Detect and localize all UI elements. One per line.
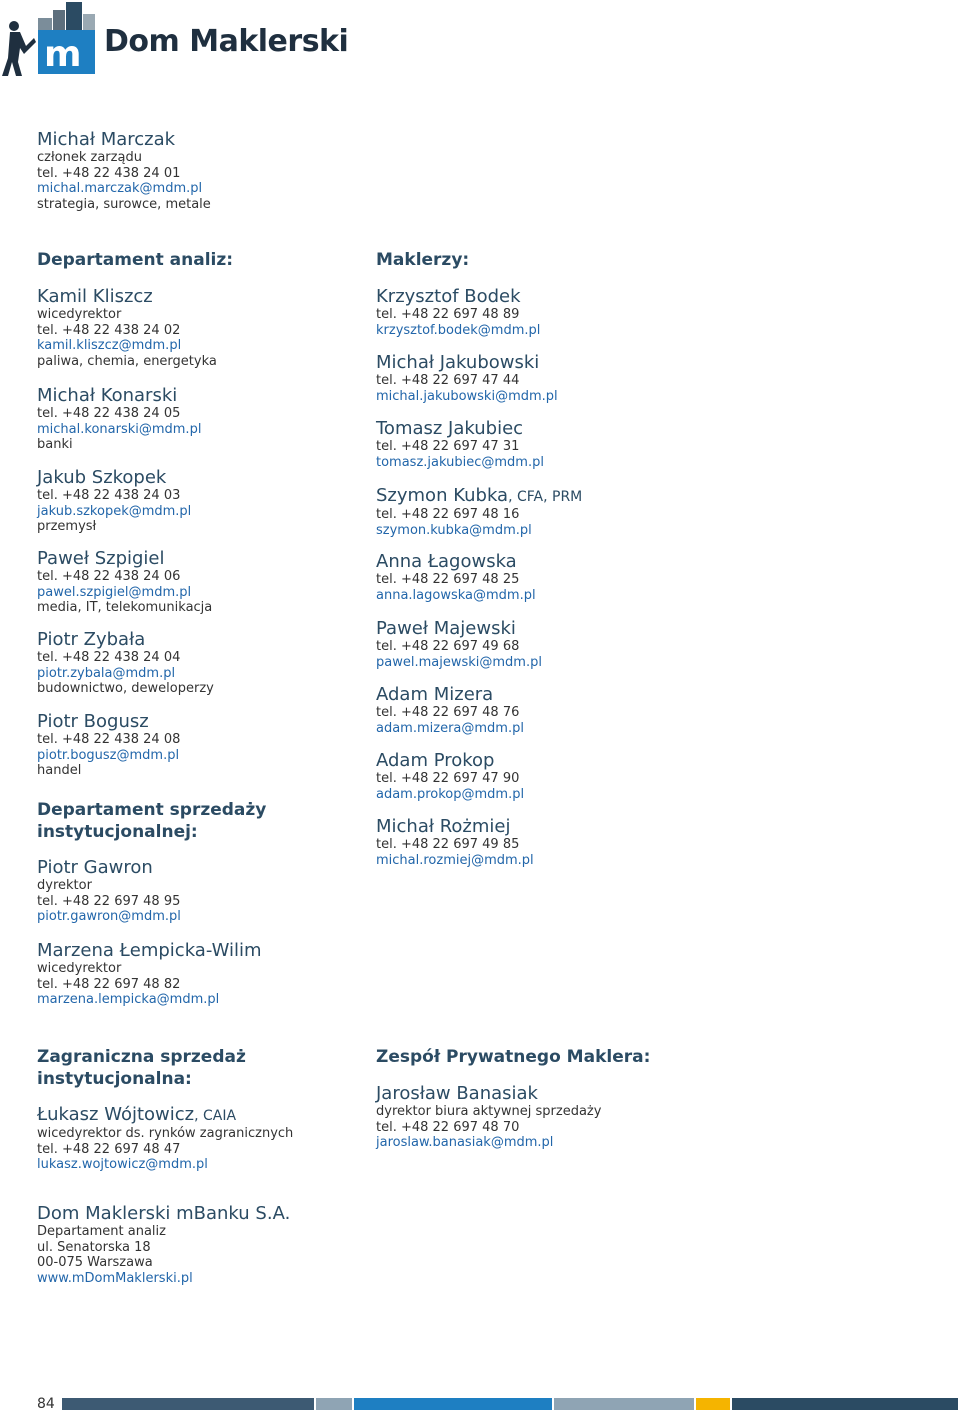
contact-name: Marzena Łempicka-Wilim <box>37 940 262 961</box>
foreign-heading-line: Zagraniczna sprzedaż <box>37 1047 246 1067</box>
contact-phone: tel. +48 22 697 48 89 <box>376 307 520 322</box>
contact-phone: tel. +48 22 438 24 03 <box>37 488 181 503</box>
contact-role: dyrektor <box>37 878 92 893</box>
private-heading: Zespół Prywatnego Maklera: <box>376 1047 651 1067</box>
contact-name: Tomasz Jakubiec <box>376 418 524 439</box>
contact-email[interactable]: tomasz.jakubiec@mdm.pl <box>376 454 544 470</box>
sales-heading <box>37 799 266 843</box>
foreign-heading <box>37 1046 246 1090</box>
contact-email[interactable]: michal.rozmiej@mdm.pl <box>376 852 534 868</box>
contact-phone: tel. +48 22 697 47 44 <box>376 373 520 388</box>
contact-card <box>376 619 542 670</box>
foreign-heading-line: instytucjonalna: <box>37 1069 192 1089</box>
contact-email[interactable]: lukasz.wojtowicz@mdm.pl <box>37 1157 208 1172</box>
company-website-link[interactable]: www.mDomMaklerski.pl <box>37 1270 193 1286</box>
contact-email[interactable]: jaroslaw.banasiak@mdm.pl <box>376 1135 554 1150</box>
contact-email[interactable]: adam.mizera@mdm.pl <box>376 720 524 736</box>
contact-card <box>37 858 181 925</box>
contact-name: Jakub Szkopek <box>37 467 167 488</box>
contact-phone: tel. +48 22 697 49 85 <box>376 837 520 852</box>
contact-name: Kamil Kliszcz <box>37 286 153 307</box>
logo-graphic-icon <box>0 0 100 80</box>
contact-name: Adam Prokop <box>376 750 495 771</box>
contact-email[interactable]: szymon.kubka@mdm.pl <box>376 522 532 538</box>
svg-text:m: m <box>44 34 82 75</box>
contact-name: Anna Łagowska <box>376 551 517 572</box>
logo-text: Dom Maklerski <box>104 24 349 59</box>
sales-heading-line: Departament sprzedaży <box>37 800 267 820</box>
contact-card <box>376 1084 601 1151</box>
company-street: ul. Senatorska 18 <box>37 1239 151 1255</box>
contact-card <box>37 287 217 369</box>
contact-card <box>37 468 191 535</box>
contact-email[interactable]: piotr.gawron@mdm.pl <box>37 909 181 924</box>
contact-phone: tel. +48 22 697 48 76 <box>376 705 520 720</box>
contact-phone: tel. +48 22 697 48 25 <box>376 572 520 587</box>
contact-role: wicedyrektor <box>37 307 122 322</box>
sales-heading-line: instytucjonalnej: <box>37 822 198 842</box>
contact-role: wicedyrektor <box>37 961 122 976</box>
contact-credentials: , CAIA <box>194 1108 237 1124</box>
analysis-heading: Departament analiz: <box>37 250 234 270</box>
brokers-heading: Maklerzy: <box>376 250 470 270</box>
contact-card <box>37 1105 293 1173</box>
contact-phone: tel. +48 22 697 48 95 <box>37 893 181 909</box>
contact-area: media, IT, telekomunikacja <box>37 600 213 615</box>
contact-card <box>376 287 540 338</box>
contact-role: dyrektor biura aktywnej sprzedaży <box>376 1104 602 1119</box>
contact-phone: tel. +48 22 697 49 68 <box>376 639 520 654</box>
contact-name: Adam Mizera <box>376 684 494 705</box>
page-number: 84 <box>37 1396 55 1412</box>
contact-name: Jarosław Banasiak <box>376 1083 538 1104</box>
contact-email[interactable]: piotr.bogusz@mdm.pl <box>37 747 180 763</box>
contact-role: wicedyrektor ds. rynków zagranicznych <box>37 1126 294 1141</box>
contact-email[interactable]: michal.konarski@mdm.pl <box>37 421 202 437</box>
footer-bar-segment <box>732 1398 958 1410</box>
contact-area: paliwa, chemia, energetyka <box>37 353 217 369</box>
contact-name: Paweł Majewski <box>376 618 516 639</box>
contact-email[interactable]: krzysztof.bodek@mdm.pl <box>376 322 541 338</box>
contact-email[interactable]: jakub.szkopek@mdm.pl <box>37 503 192 519</box>
contact-card <box>376 552 536 603</box>
contact-credentials: , CFA, PRM <box>508 489 583 505</box>
contact-card <box>376 817 534 868</box>
contact-name: Michał Jakubowski <box>376 352 540 373</box>
company-dept: Departament analiz <box>37 1224 166 1239</box>
contact-name: Piotr Bogusz <box>37 711 149 732</box>
contact-phone: tel. +48 22 697 48 47 <box>37 1141 181 1157</box>
company-city: 00-075 Warszawa <box>37 1255 153 1270</box>
contact-card <box>37 941 262 1008</box>
contact-name: Piotr Zybała <box>37 629 146 650</box>
contact-phone: tel. +48 22 438 24 06 <box>37 569 181 584</box>
contact-email[interactable]: pawel.majewski@mdm.pl <box>376 654 542 670</box>
company-name: Dom Maklerski mBanku S.A. <box>37 1203 291 1224</box>
contact-email[interactable]: piotr.zybala@mdm.pl <box>37 665 176 681</box>
logo <box>0 0 360 80</box>
contact-phone: tel. +48 22 438 24 05 <box>37 406 181 421</box>
contact-card <box>376 419 544 470</box>
contact-card <box>37 630 214 697</box>
contact-name <box>376 486 582 507</box>
contact-name-text: Łukasz Wójtowicz <box>37 1104 195 1125</box>
contact-phone: tel. +48 22 697 48 82 <box>37 976 181 992</box>
contact-name-text: Szymon Kubka <box>376 485 509 506</box>
footer-bar-segment <box>316 1398 352 1410</box>
contact-phone: tel. +48 22 438 24 01 <box>37 165 181 181</box>
contact-name: Piotr Gawron <box>37 857 153 878</box>
contact-card <box>376 353 558 404</box>
contact-email[interactable]: marzena.lempicka@mdm.pl <box>37 992 220 1007</box>
contact-email[interactable]: anna.lagowska@mdm.pl <box>376 587 536 603</box>
contact-phone: tel. +48 22 438 24 08 <box>37 732 181 747</box>
contact-card <box>376 685 524 736</box>
footer-bar-segment <box>62 1398 314 1410</box>
contact-area: strategia, surowce, metale <box>37 196 211 212</box>
contact-role: członek zarządu <box>37 150 142 165</box>
contact-name: Michał Marczak <box>37 129 176 150</box>
footer-bar-segment <box>354 1398 552 1410</box>
footer-bar-segment <box>554 1398 694 1410</box>
contact-name: Paweł Szpigiel <box>37 548 165 569</box>
footer-bar-segment <box>696 1398 730 1410</box>
contact-area: handel <box>37 763 82 778</box>
company-address <box>37 1204 290 1286</box>
contact-email[interactable]: pawel.szpigiel@mdm.pl <box>37 584 192 600</box>
contact-phone: tel. +48 22 697 47 31 <box>376 439 520 454</box>
contact-phone: tel. +48 22 438 24 04 <box>37 650 181 665</box>
contact-area: banki <box>37 437 73 452</box>
contact-phone: tel. +48 22 697 48 16 <box>376 507 520 522</box>
contact-phone: tel. +48 22 697 48 70 <box>376 1119 520 1135</box>
contact-card <box>37 130 211 212</box>
contact-name: Krzysztof Bodek <box>376 286 521 307</box>
contact-email[interactable]: adam.prokop@mdm.pl <box>376 786 525 802</box>
contact-email[interactable]: kamil.kliszcz@mdm.pl <box>37 338 182 353</box>
contact-card <box>37 712 180 779</box>
contact-card <box>376 751 524 802</box>
contact-card <box>37 386 201 453</box>
contact-email[interactable]: michal.jakubowski@mdm.pl <box>376 388 558 404</box>
contact-name: Michał Konarski <box>37 385 178 406</box>
contact-card <box>37 549 212 616</box>
contact-phone: tel. +48 22 697 47 90 <box>376 771 520 786</box>
contact-name <box>37 1105 293 1126</box>
contact-area: przemysł <box>37 519 97 534</box>
contact-phone: tel. +48 22 438 24 02 <box>37 322 181 338</box>
contact-name: Michał Rożmiej <box>376 816 511 837</box>
contact-area: budownictwo, deweloperzy <box>37 681 214 696</box>
contact-card <box>376 486 582 538</box>
contact-email[interactable]: michal.marczak@mdm.pl <box>37 181 203 196</box>
